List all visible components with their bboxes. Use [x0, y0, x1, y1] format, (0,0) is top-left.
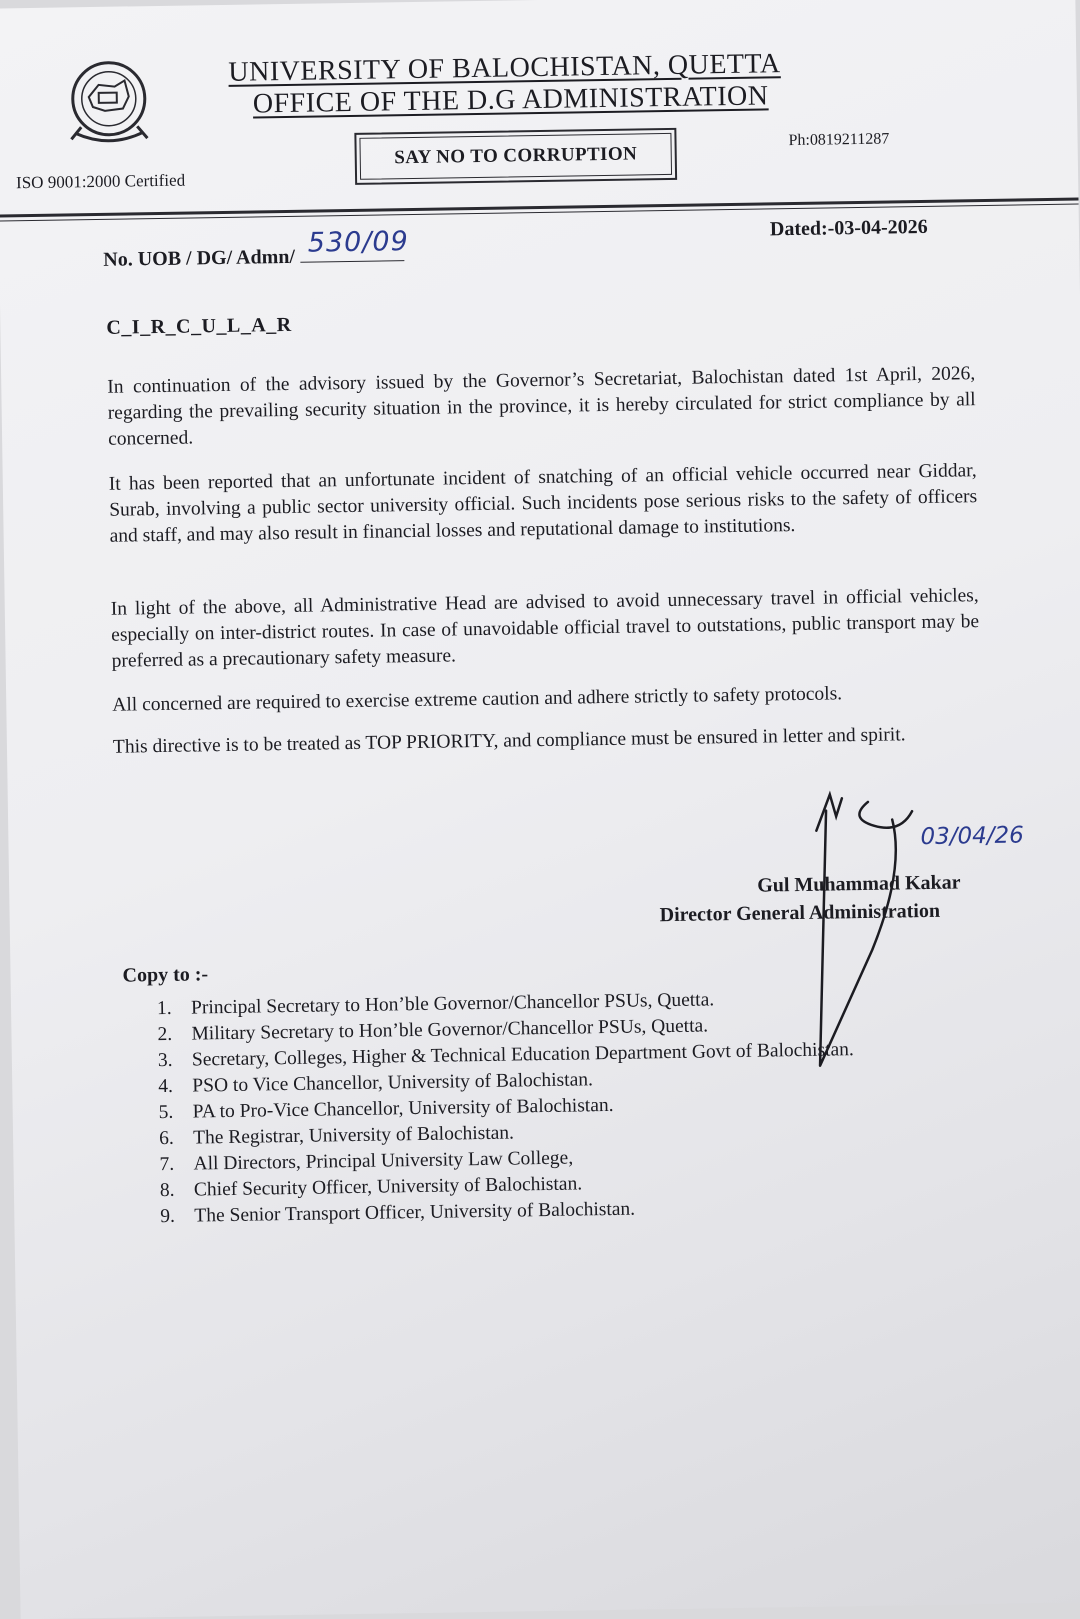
handwritten-reference: 530/09	[307, 226, 410, 259]
paragraph: All concerned are required to exercise extreme caution and adhere strictly to safety protocols.	[112, 683, 843, 716]
list-item-number: 4.	[158, 1075, 174, 1098]
reference-blank	[300, 226, 410, 263]
list-item-number: 7.	[159, 1153, 175, 1176]
iso-certification: ISO 9001:2000 Certified	[15, 170, 186, 193]
list-item-text: All Directors, Principal University Law College,	[193, 1147, 574, 1175]
paragraph: This directive is to be treated as TOP PRIORITY, and compliance must be ensured in letter and spirit.	[112, 724, 906, 758]
dated-line: Dated:-03-04-2026	[769, 215, 928, 241]
university-seal-icon	[64, 56, 153, 153]
phone-number: Ph:0819211287	[788, 130, 890, 150]
slogan-box	[354, 128, 677, 185]
header-divider	[0, 198, 1079, 218]
list-item-number: 6.	[158, 1127, 174, 1150]
list-item-text: Military Secretary to Hon’ble Governor/Chancellor PSUs, Quetta.	[191, 1015, 709, 1045]
paragraph: In continuation of the advisory issued by the Governor’s Secretariat, Balochistan dated 1st April, 2026, regarding the prevailing security situation in the province, it is hereby circulated for strict compliance by all concerned.	[107, 363, 976, 450]
list-item-number: 5.	[158, 1101, 174, 1124]
list-item-number: 2.	[157, 1023, 173, 1046]
copy-to-list	[157, 985, 857, 1230]
signatory-name: Gul Muhammad Kakar	[757, 871, 961, 897]
list-item-text: Principal Secretary to Hon’ble Governor/Chancellor PSUs, Quetta.	[190, 989, 715, 1019]
university-title: UNIVERSITY OF BALOCHISTAN, QUETTA	[228, 48, 781, 88]
list-item-number: 1.	[156, 997, 172, 1020]
list-item-number: 8.	[159, 1179, 175, 1202]
list-item-text: The Senior Transport Officer, University of Balochistan.	[194, 1198, 636, 1227]
list-item-text: Chief Security Officer, University of Balochistan.	[193, 1173, 583, 1201]
paragraph: It has been reported that an unfortunate incident of snatching of an official vehicle occurred near Giddar, Surab, involving a public sector university official. Such incidents pose serious risks to the safety of officers and staff, and may also result in financial losses and reputational damage to institutions.	[108, 460, 978, 547]
reference-prefix: No. UOB / DG/ Admn/	[103, 245, 296, 271]
handwritten-date: 03/04/26	[920, 822, 1024, 851]
list-item-text: The Registrar, University of Balochistan.	[192, 1122, 515, 1149]
list-item-text: PSO to Vice Chancellor, University of Balochistan.	[192, 1069, 594, 1097]
slogan-text: SAY NO TO CORRUPTION	[359, 133, 672, 180]
reference-number	[103, 226, 410, 272]
circular-heading: C_I_R_C_U_L_A_R	[106, 313, 292, 339]
list-item-text: PA to Pro-Vice Chancellor, University of Balochistan.	[192, 1094, 614, 1123]
paragraph: In light of the above, all Administrative Head are advised to avoid unnecessary travel in official vehicles, especially on inter-district routes. In case of unavoidable official travel to outstations, public transport may be preferred as a precautionary safety measure.	[110, 585, 980, 672]
signatory-title: Director General Administration	[659, 899, 941, 927]
list-item-number: 9.	[160, 1205, 176, 1228]
list-item-text: Secretary, Colleges, Higher & Technical Education Department Govt of Balochistan.	[191, 1039, 854, 1071]
copy-to-label: Copy to :-	[122, 963, 209, 987]
office-title: OFFICE OF THE D.G ADMINISTRATION	[252, 80, 769, 120]
list-item-number: 3.	[157, 1049, 173, 1072]
